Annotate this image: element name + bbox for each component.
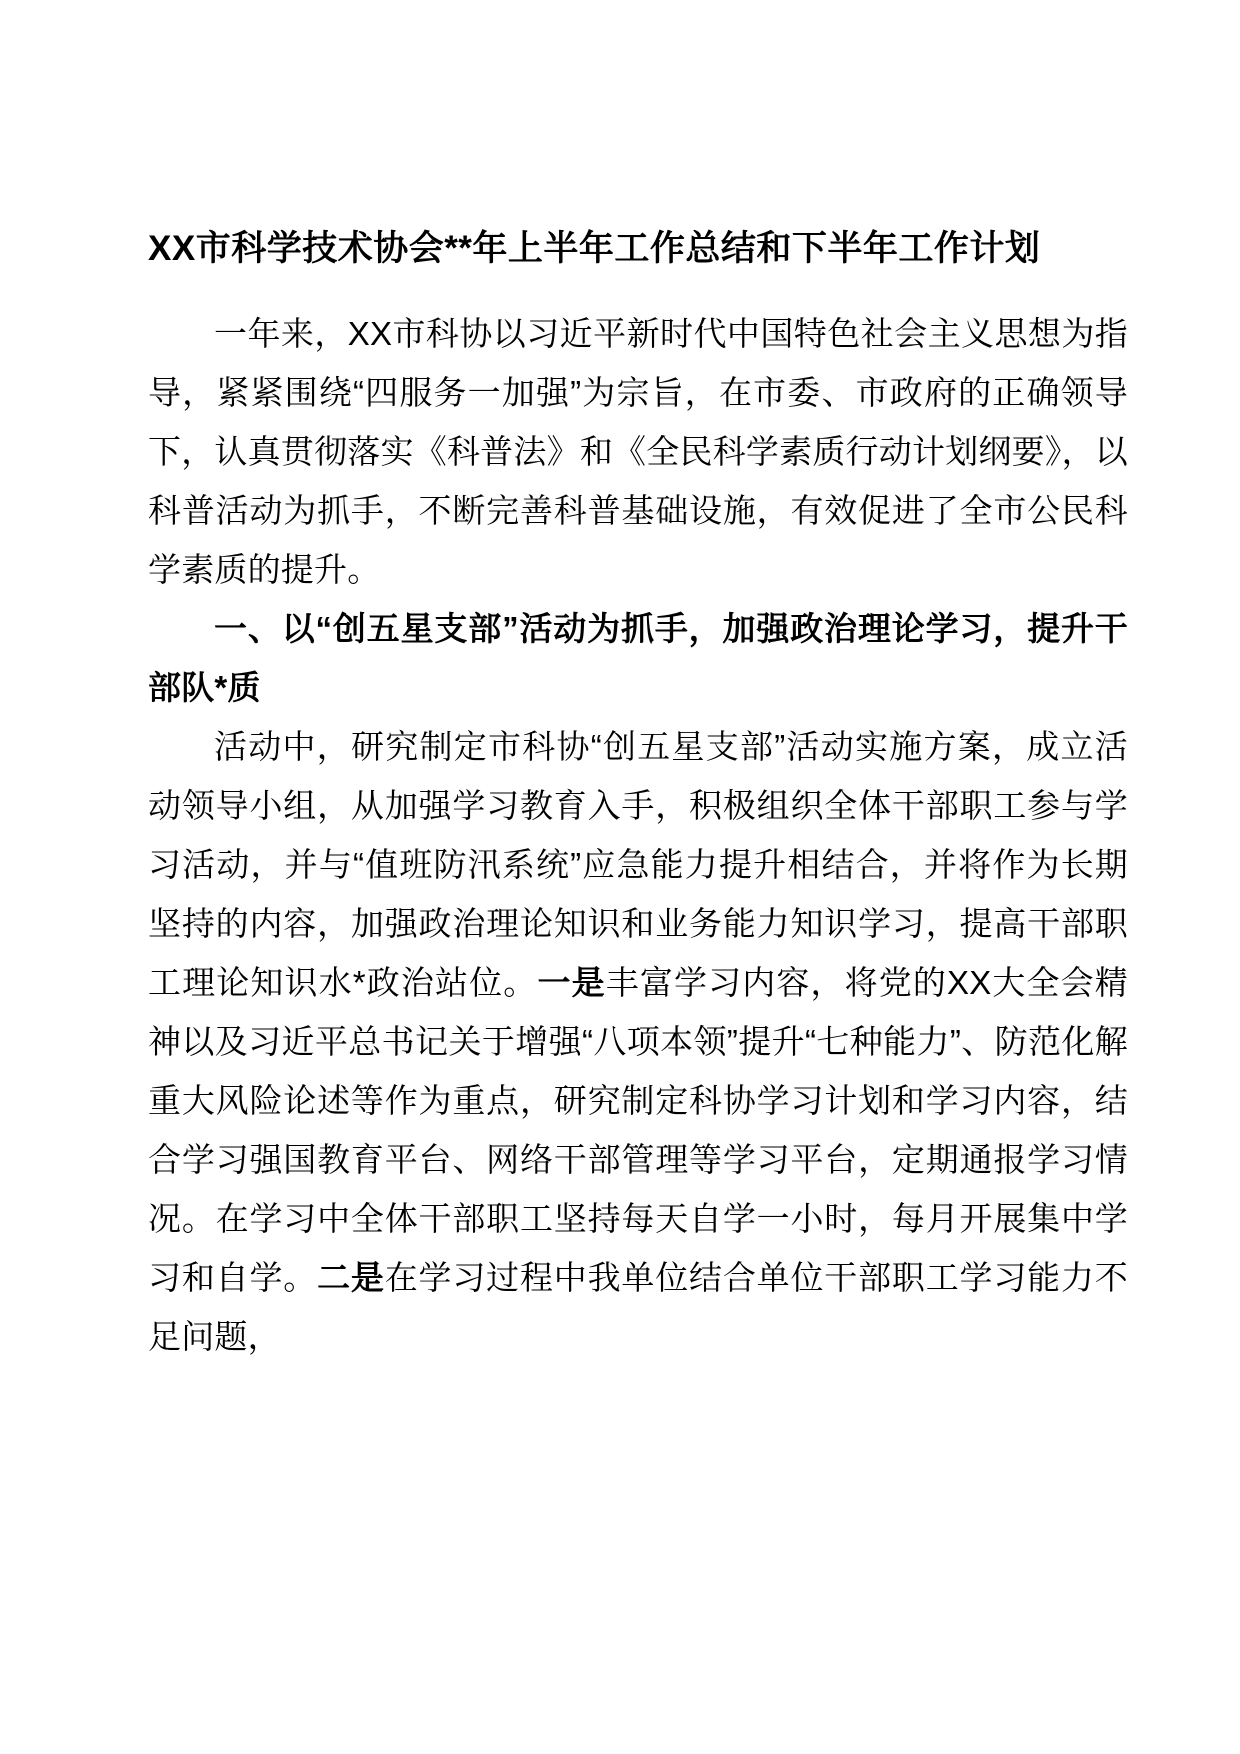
section-heading-one: 一、以“创五星支部”活动为抓手，加强政治理论学习，提升干部队*质 <box>148 610 1128 706</box>
page-title: XX市科学技术协会**年上半年工作总结和下半年工作计划 <box>148 229 1041 268</box>
emphasis-run: 一是 <box>537 964 606 1001</box>
intro-paragraph: 一年来，XX市科协以习近平新时代中国特色社会主义思想为指导，紧紧围绕“四服务一加强”为宗旨，在市委、市政府的正确领导下，认真贯彻落实《科普法》和《全民科学素质行动计划纲要》，以科普活动为抓手，不断完善科普基础设施，有效促进了全市公民科学素质的提升。 <box>148 315 1128 588</box>
text-run: 丰富学习内容，将党的XX大全会精神以及习近平总书记关于增强“八项本领”提升“七种能力”、防范化解重大风险论述等作为重点，研究制定科协学习计划和学习内容，结合学习强国教育平台、网络干部管理等学习平台，定期通报学习情况。在学习中全体干部职工坚持每天自学一小时，每月开展集中学习和自学。 <box>148 964 1128 1296</box>
text-run: 在学习过程中我单位结合单位干部职工学习能力不足问题， <box>148 1259 1129 1355</box>
section-one-body <box>148 717 1128 1366</box>
text-run: 活动中，研究制定市科协“创五星支部”活动实施方案，成立活动领导小组，从加强学习教育入手，积极组织全体干部职工参与学习活动，并与“值班防汛系统”应急能力提升相结合，并将作为长期坚持的内容，加强政治理论知识和业务能力知识学习，提高干部职工理论知识水*政治站位。 <box>148 728 1128 1001</box>
emphasis-run: 二是 <box>317 1259 385 1296</box>
